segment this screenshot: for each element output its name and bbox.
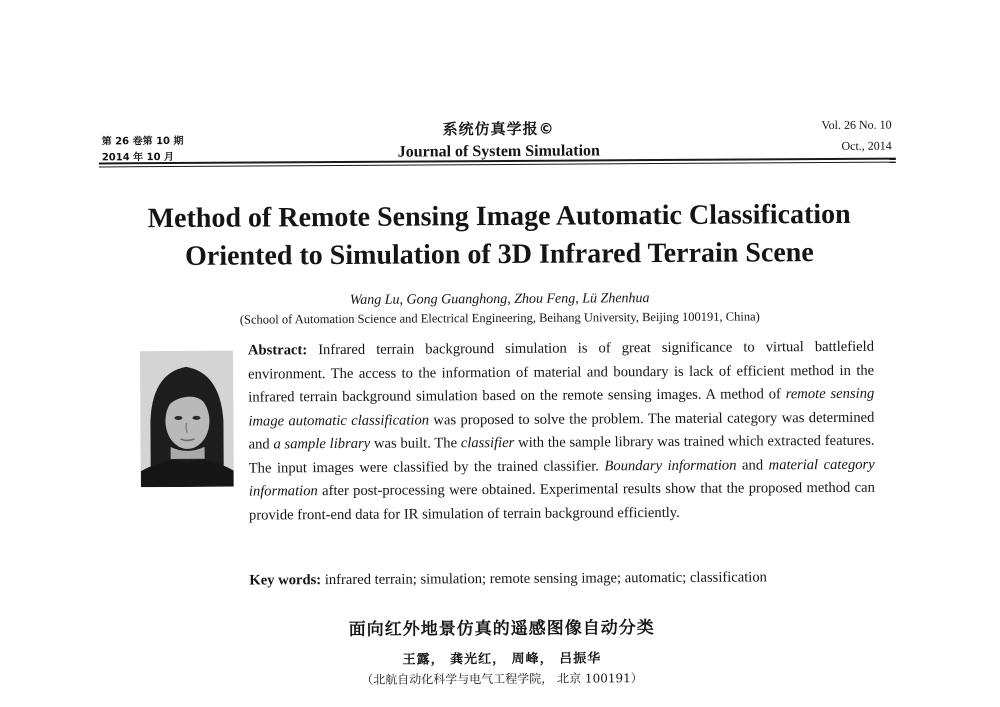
portrait-icon — [140, 351, 234, 488]
keywords — [249, 569, 889, 590]
header-right — [821, 115, 891, 157]
author-photo — [140, 351, 234, 488]
journal-name-cn: 系统仿真学报© — [442, 119, 555, 139]
title-line-1: Method of Remote Sensing Image Automatic Classification — [147, 198, 851, 235]
abstract-text-3: was built. The — [370, 435, 461, 452]
abstract-label: Abstract: — [247, 342, 308, 359]
affiliation-en: (School of Automation Science and Electrical Engineering, Beihang University, Beijing 100191, China) — [239, 309, 760, 327]
abstract-term-3: classifier — [460, 434, 515, 452]
abstract-term-5: material category information — [248, 456, 875, 500]
date-cn: 2014 年 10 月 — [101, 151, 175, 164]
title-line-2: Oriented to Simulation of 3D Infrared Terrain Scene — [184, 237, 814, 272]
abstract-paragraph — [248, 336, 875, 528]
affiliation-cn: （北航自动化科学与电气工程学院， 北京 100191） — [361, 671, 643, 687]
volume-cn: 第 26 卷第 10 期 — [101, 135, 184, 148]
journal-name-en: Journal of System Simulation — [397, 142, 600, 161]
keywords-text: infrared terrain; simulation; remote sensing image; automatic; classification — [321, 569, 767, 589]
abstract-text-1: Infrared terrain background simulation is of great significance to virtual battlefield environment. The access to the information of material and boundary is lack of efficient method in the infrared terrain background simulation based on the remote sensing images. A method of — [248, 338, 875, 406]
paper-title — [79, 195, 919, 276]
authors-cn: 王露， 龚光红， 周峰， 吕振华 — [402, 651, 602, 668]
title-cn: 面向红外地景仿真的遥感图像自动分类 — [348, 618, 655, 640]
abstract-text-4: with the sample library was trained which extracted features. The input images were classified by the trained classifier. — [248, 432, 875, 477]
abstract-text-6: after post-processing were obtained. Experimental results show that the proposed method can provide front-end data for IR simulation of terrain background efficiently. — [248, 479, 875, 524]
abstract-term-1: remote sensing image automatic classification — [248, 385, 875, 430]
abstract-term-2: a sample library — [273, 435, 371, 453]
keywords-label: Key words: — [249, 572, 322, 589]
volume-en: Vol. 26 No. 10 — [821, 117, 892, 133]
abstract-text-2: was proposed to solve the problem. The material category was determined and — [248, 409, 875, 453]
abstract-term-4: Boundary information — [604, 457, 737, 474]
header-center — [339, 117, 659, 162]
date-en: Oct., 2014 — [841, 138, 892, 153]
abstract-text-5: and — [736, 456, 769, 474]
authors-en: Wang Lu, Gong Guanghong, Zhou Feng, Lü Zhenhua — [349, 291, 650, 308]
